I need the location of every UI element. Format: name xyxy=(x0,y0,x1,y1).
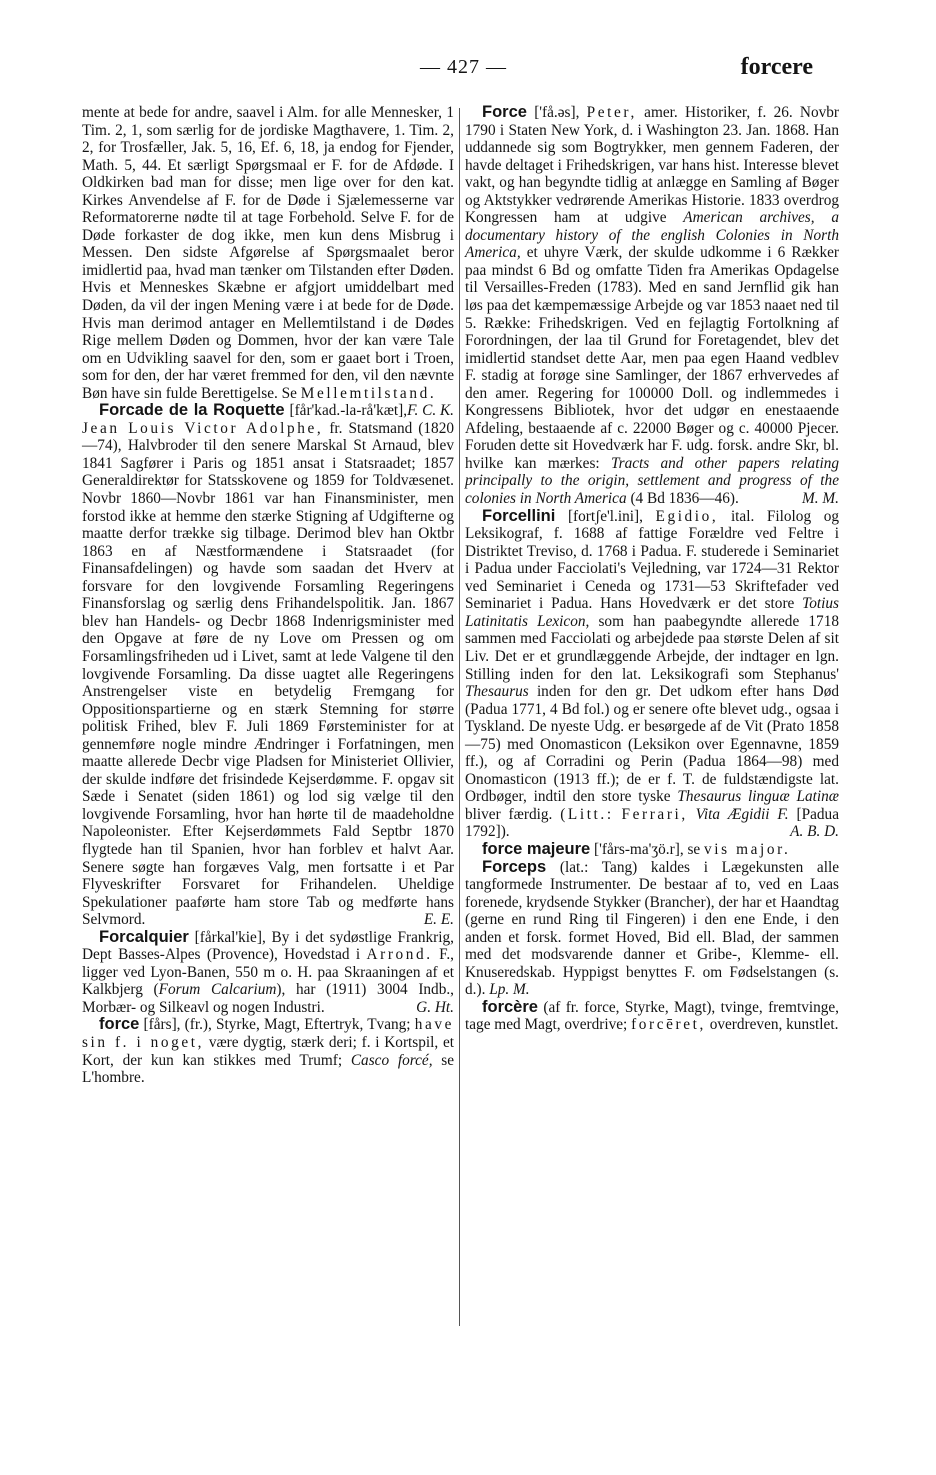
entry-forcalquier xyxy=(82,929,454,1017)
running-head: forcere xyxy=(740,54,813,80)
pronunciation: ['fårs-ma'ʒö.r], xyxy=(594,840,684,858)
person-name: Egidio, xyxy=(655,507,719,525)
entry-text: inden for den gr. Det udkom efter hans Død (Padua 1771, 4 Bd fol.) og er senere ofte blevet udg., ogsaa i Tyskland. De nyeste Udg. er besørgede af de Vit (Prato 1858—75) med Onomasticon (Leksikon over Egennavne, 1859 ff.), og af Corradini og Perin (Padua 1864—98) med Onomasticon (1913 ff.); de er f. T. de fuldstændigste lat. Ordbøger, indtil den store tyske xyxy=(465,683,840,806)
entry-text: et uhyre Værk, der skulde udkomme i 6 Rækker paa mindst 6 Bd og omfatte Tiden fra Amerikas Opdagelse til Versailles-Freden (1783). Med en sand Jernflid gik han løs paa det kæmpemæssige Arbejde og var 1853 naaet ned til 5. Række: Frihedskrigen. Ved en fejlagtig Fortolkning af Forordningen, der laa til Grund for Foretagendet, blev det imidlertid standset dette Aar, men paa egen Haand vedblev F. stadig at forøge sine Samlinger, der 1867 erhvervedes af den amer. Regering for 100000 Doll. og indlemmedes i Kongressens Bibliotek, hvor det udgør en enestaaende Afdeling, bestaaende af c. 22000 Bøger og c. 40000 Pjecer. Foruden dette sit Hovedværk har F. udg. forsk. andre Skr, bl. hvilke kan mærkes: xyxy=(465,244,839,472)
entry-text: overdreven, kunstlet. xyxy=(709,1016,839,1034)
entry-text: se xyxy=(687,840,701,858)
entry-text: [Padua 1792]). xyxy=(465,805,839,841)
entry-forcere xyxy=(465,999,839,1034)
pronunciation: [får'kad.-la-rå'kæt], xyxy=(289,402,408,420)
entry-text: [fårs], (fr.), Styrke, Magt, Eftertryk, Tvang; xyxy=(143,1016,411,1034)
work-title: Tracts and other papers relating principally to the origin, settlement and progress of the colonies in North America xyxy=(465,454,839,508)
entry-text: F., ligger ved Lyon-Banen, 550 m o. H. paa Skraaningen af et Kalkbjerg ( xyxy=(82,946,455,999)
pronunciation: ['få.əs], xyxy=(534,104,580,121)
work-title: Vita Ægidii F. xyxy=(695,805,789,823)
page-header xyxy=(0,52,936,86)
phrase: Casco forcé, xyxy=(350,1051,433,1069)
entry-text: By i det sydøstlige Frankrig, Dept Basses-Alpes (Provence), Hovedstad i xyxy=(82,928,454,964)
headword: forcère xyxy=(482,997,538,1016)
person-name: Peter, xyxy=(586,104,637,121)
entry-text: ital. Filolog og Leksikograf, f. 1688 af fattige Forældre ved Feltre i Distriktet Treviso, d. 1768 i Padua. F. studerede i Seminariet i Padua under Facciolati's Vejledning, var 1724—31 Rektor ved Seminariet i Ceneda og 1731—53 Skriftefader ved Seminariet i Padua. Hans Hovedværk er det store xyxy=(465,507,839,613)
abbreviation: Arrond. xyxy=(366,946,433,964)
person-name: Jean Louis Victor Adolphe, xyxy=(82,419,324,437)
entry-forceps xyxy=(465,859,839,999)
column-rule xyxy=(459,108,460,1326)
page-number: — 427 — xyxy=(420,56,507,78)
entry-text: amer. Historiker, f. 26. Novbr 1790 i Staten New York, d. i Washington 23. Jan. 1868. Han uddannede sig som Bogtrykker, men gennem Faderen, der havde deltaget i Frihedskrigen, var hans hist. Interesse blevet vakt, og han begyndte tidlig at anlægge en Samling af Bøger og Aktstykker vedrørende Amerikas Historie. 1833 overdrog Kongressen ham at udgive xyxy=(465,104,840,227)
headword: Force xyxy=(482,103,527,121)
headword: Forceps xyxy=(482,857,547,876)
work-title: American archives, a documentary history of the english Colonies in North America, xyxy=(465,209,839,262)
entry-text: som han paabegyndte allerede 1718 sammen med Facciolati og arbejdede paa største Delen af sit Liv. Det er et grundlæggende Arbejde, der indtager en lgn. Stilling inden for den lat. Leksikografi som Stephanus' xyxy=(465,612,839,683)
entry-text: fr. Statsmand (1820—74), Halvbroder til den senere Marskal St Arnaud, blev 1841 Sagfører i Paris og 1851 ansat i Statsraadet; 1857 Generaldirektør for Statsskovene og 1859 for Toldvæsenet. Novbr 1860—Novbr 1861 var han Finansminister, men forstod ikke at hemme den stærke Stigning af Udgifterne og maatte derfor trække sig tilbage. Derimod blev han Oktbr 1863 en af Næstformændene i Statsraadet (for Finansafdelingen) og havde som saadan det Hverv at forsvare for den lovgivende Forsamling Regeringens Finansforslag og særlig dens Frihandelspolitik. Jan. 1867 blev han Handels- og Decbr 1868 Indenrigsminister med den Opgave at føre de ny Love om Pressen og om Forsamlingsfriheden ud i Livet, samt at lede Valgene til den lovgivende Forsamling. Da disse uagtet alle Regeringens Anstrengelser viste en betydelig Fremgang for Oppositionspartierne og en stærk Stemning for større politisk Frihed, blev F. Juli 1869 Førsteminister for at gennemføre nogle mindre Ændringer i Forfatningen, men maatte allerede Decbr vige Pladsen for Ministeriet Ollivier, der skulde indføre det frisindede Kejserdømme. F. opgav sit Sæde i Senatet (siden 1861) og lod sig vælge til den lovgivende Forsamling, hvor han hørte til de maadeholdne Napoleonister. Efter Kejserdømmets Fald Septbr 1870 flygtede han til Spanien, hvor han forblev et halvt Aar. Senere søgte han forgæves Valg, men fortsatte i et Par Flyveskrifter Forsvaret for Frihandelen. Uheldige Spekulationer paaførte ham store Tab og medførte hans Selvmord. xyxy=(82,419,454,929)
phrase: have sin f. i noget, xyxy=(82,1016,454,1051)
work-title: Totius Latinitatis Lexicon, xyxy=(465,595,839,630)
entry-text: være dygtig, stærk deri; f. i Kortspil, et Kort, der kun kan stikkes med Trumf; xyxy=(82,1033,455,1069)
literature-label: (Litt.: xyxy=(560,805,614,823)
headword: force xyxy=(99,1015,140,1034)
entry-force-peter xyxy=(465,104,839,508)
headword: Forcellini xyxy=(482,506,556,525)
headword: force majeure xyxy=(482,839,591,858)
cross-reference: vis major. xyxy=(704,840,791,858)
author-signature: M. M. xyxy=(802,490,839,508)
entry-force xyxy=(82,1016,454,1086)
entry-text: mente at bede for andre, saavel i Alm. for alle Mennesker, 1 Tim. 2, 1, som særlig for de jordiske Magthavere, 1. Tim. 2, 2, for Trosfæller, Jak. 5, 16, Ef. 6, 18, ja endog for Fjender, Math. 5, 44. Et særligt Spørgsmaal er F. for de Afdøde. I Oldkirken bad man for disse; men lige over for den kat. Kirkes Anvendelse af F. for de Døde i Sjælemesserne var Reformatorerne nødte til at tage Forbehold. Selve F. for de Døde forkaster de dog ikke, men kun dens Misbrug i Messen. Den sidste Afgørelse af Spørgsmaalet beror imidlertid paa, hvad man tænker om Tilstanden efter Døden. Hvis et Menneskes Skæbne er afgjort umiddelbart med Døden, da vil der ingen Mening være i at bede for de Døde. Hvis man derimod antager en Mellemtilstand i de Dødes Rige mellem Døden og Dommen, hvor der kan være Tale om en Udvikling saavel for den, som er gaaet bort i Troen, som for den, der har været fremmed for den, vil den nævnte Bøn have sin fulde Berettigelse. Se xyxy=(82,104,454,402)
latin-name: Forum Calcarium xyxy=(158,981,277,999)
entry-text: ), har (1911) 3004 Indb., Morbær- og Silkeavl og nogen Industri. xyxy=(82,981,455,1016)
entry-text: (af fr. force, Styrke, Magt), tvinge, fremtvinge, tage med Magt, overdrive; xyxy=(465,998,839,1034)
author-signature: Lp. M. xyxy=(489,981,530,999)
work-title: Thesaurus xyxy=(465,683,529,701)
entry-text: (lat.: Tang) kaldes i Lægekunsten alle tangformede Instrumenter. De bestaar af to, ved en Laas forenede, krydsende Stykker (Brancher), der har et Haandtag (gerne en rund Ring til Fingeren) i den ene Ende, i den anden et forsk. formet Hoved, Bid ell. Blad, der sammen med det modsvarende danner et Gribe-, Klemme- ell. Knuseredskab. Hyppigst benyttes F. om Fødselstangen (s. d.). xyxy=(465,858,839,999)
author-signature: E. E. xyxy=(423,911,454,929)
entry-text: (4 Bd 1836—46). xyxy=(630,490,739,508)
cross-reference: forcēret, xyxy=(631,1016,706,1034)
headword: Forcalquier xyxy=(99,927,189,946)
entry-text: bliver færdig. xyxy=(465,805,553,823)
author-name: Ferrari, xyxy=(621,805,688,823)
entry-force-majeure xyxy=(465,841,839,859)
entry-forcade xyxy=(82,402,454,928)
headword: Forcade de la Roquette xyxy=(99,401,285,420)
author-signature: A. B. D. xyxy=(790,823,839,841)
pronunciation: [fårkal'kie], xyxy=(194,928,266,946)
author-signature: F. C. K. xyxy=(407,402,454,420)
work-title: Thesaurus linguæ Latinæ xyxy=(677,788,839,806)
entry-forcellini xyxy=(465,508,839,841)
left-column xyxy=(82,104,454,1087)
entry-text: se L'hombre. xyxy=(82,1051,454,1087)
right-column xyxy=(465,104,839,1034)
author-signature: G. Ht. xyxy=(416,998,454,1016)
pronunciation: [fortʃe'l.ini], xyxy=(567,507,643,525)
cross-reference: Mellemtilstand. xyxy=(300,384,437,402)
